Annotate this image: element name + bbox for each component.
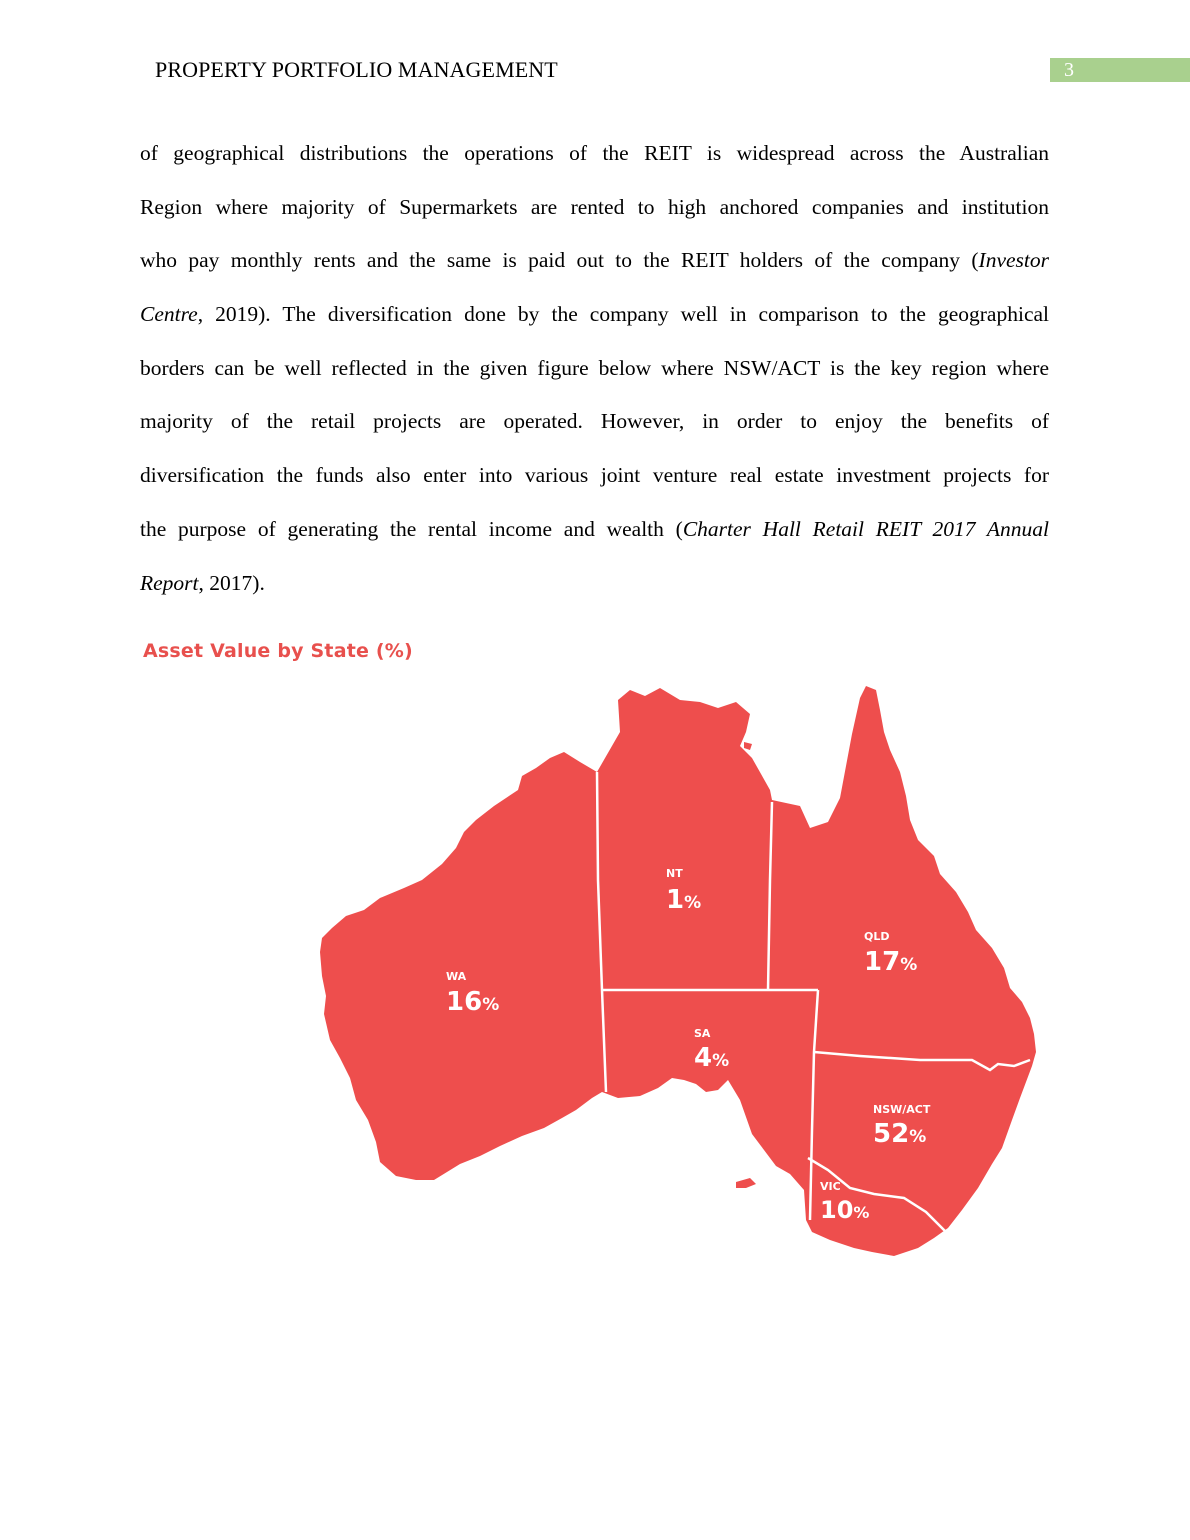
australia-map-figure <box>300 680 1060 1280</box>
state-value-qld: 17% <box>864 947 918 977</box>
state-code-nt: NT <box>666 867 683 880</box>
state-code-sa: SA <box>694 1027 711 1040</box>
australia-map <box>300 680 1060 1280</box>
state-value-nsw-act: 52% <box>873 1119 927 1149</box>
citation-italic: Report <box>140 570 199 595</box>
citation-italic: Charter Hall Retail REIT 2017 Annual <box>682 516 1050 541</box>
state-value-vic: 10% <box>820 1196 870 1224</box>
citation-italic: Investor <box>978 248 1049 273</box>
state-code-wa: WA <box>446 970 467 983</box>
paragraph-line: of geographical distributions the operations of the REIT is widespread across the Australian <box>140 141 1049 165</box>
paragraph-line: Region where majority of Supermarkets are rented to high anchored companies and institution <box>140 194 1049 219</box>
island-shape <box>744 742 752 750</box>
map-landmass <box>320 686 1036 1256</box>
page-number-bar <box>1050 58 1190 82</box>
state-value-wa: 16% <box>446 987 500 1017</box>
state-code-qld: QLD <box>864 930 890 943</box>
running-head: PROPERTY PORTFOLIO MANAGEMENT <box>155 57 558 82</box>
paragraph-line: who pay monthly rents and the same is paid out to the REIT holders of the company (Investor <box>140 248 1049 273</box>
paragraph-line: the purpose of generating the rental income and wealth (Charter Hall Retail REIT 2017 Annual <box>140 516 1050 541</box>
figure-title: Asset Value by State (%) <box>143 640 413 662</box>
page-number: 3 <box>1064 59 1074 81</box>
paragraph-line: Centre, 2019). The diversification done by the company well in comparison to the geographical <box>140 302 1049 327</box>
state-code-vic: VIC <box>820 1180 841 1193</box>
paragraph-line: borders can be well reflected in the given figure below where NSW/ACT is the key region where <box>140 355 1049 380</box>
paragraph-line: majority of the retail projects are operated. However, in order to enjoy the benefits of <box>140 409 1049 434</box>
state-code-nsw-act: NSW/ACT <box>873 1103 931 1116</box>
citation-italic: Centre <box>140 302 198 327</box>
state-value-nt: 1% <box>666 885 702 915</box>
body-paragraph <box>140 127 1049 610</box>
paragraph-line: diversification the funds also enter into various joint venture real estate investment projects for <box>140 463 1049 488</box>
state-value-sa: 4% <box>694 1043 730 1073</box>
paragraph-line: Report, 2017). <box>140 570 265 595</box>
island-shape <box>736 1178 756 1188</box>
mainland-shape <box>320 686 1036 1256</box>
